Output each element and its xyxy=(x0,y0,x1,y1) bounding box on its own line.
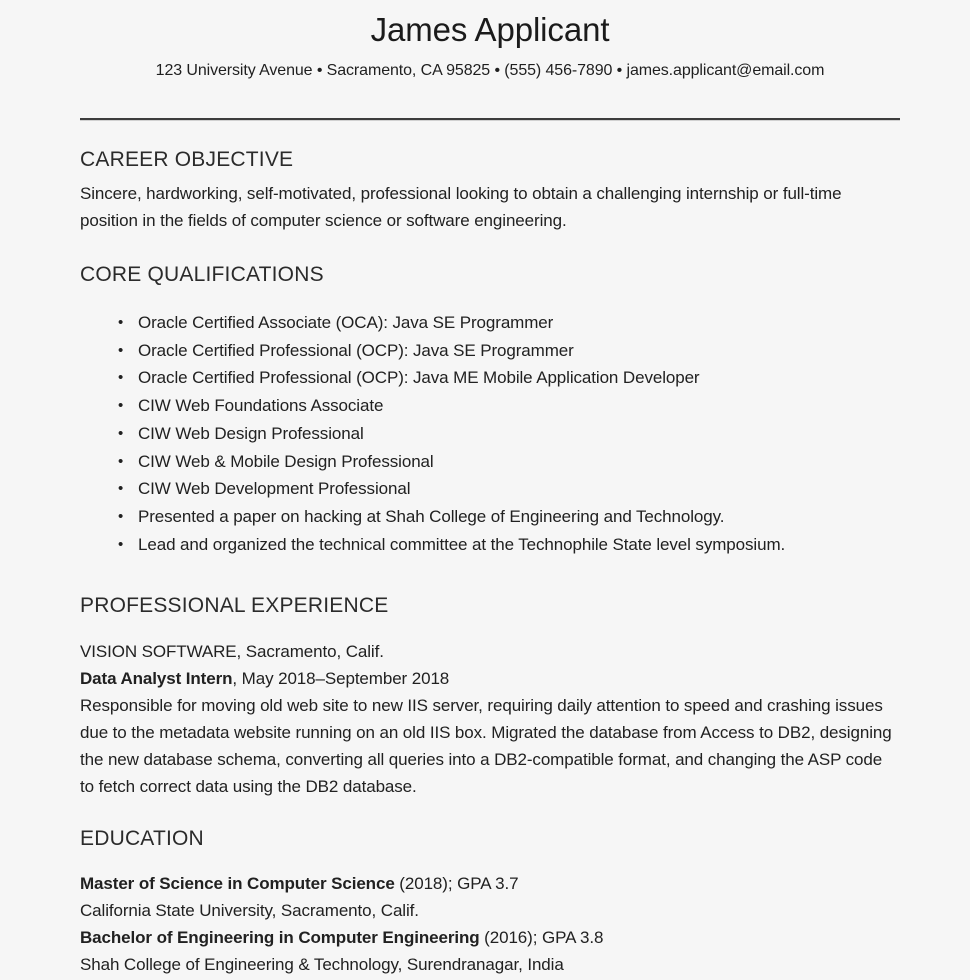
section-education xyxy=(80,827,900,978)
degree-detail: (2016); GPA 3.8 xyxy=(479,928,604,948)
resume-document xyxy=(0,10,970,978)
qualification-text: Oracle Certified Professional (OCP): Java SE Programmer xyxy=(138,340,574,360)
qualification-item xyxy=(118,503,900,531)
qualification-item xyxy=(118,309,900,337)
degree-line xyxy=(80,870,900,897)
professional-experience-heading: PROFESSIONAL EXPERIENCE xyxy=(80,594,389,618)
section-professional-experience xyxy=(80,594,900,800)
qualifications-list xyxy=(80,309,900,558)
qualification-item xyxy=(118,392,900,420)
bullet-icon: • xyxy=(118,480,124,498)
bullet-icon: • xyxy=(118,314,124,331)
degree-detail: (2018); GPA 3.7 xyxy=(394,874,519,894)
qualification-text: Lead and organized the technical committee at the Technophile State level symposium. xyxy=(138,534,786,554)
bullet-icon: • xyxy=(118,452,124,470)
qualification-text: Oracle Certified Professional (OCP): Java ME Mobile Application Developer xyxy=(138,368,700,388)
bullet-icon: • xyxy=(118,507,124,525)
bullet-icon: • xyxy=(118,424,124,442)
degree-line xyxy=(80,924,900,951)
company-line: VISION SOFTWARE, Sacramento, Calif. xyxy=(80,642,384,662)
qualification-text: Presented a paper on hacking at Shah College of Engineering and Technology. xyxy=(138,506,725,526)
career-objective-heading: CAREER OBJECTIVE xyxy=(80,148,294,171)
bullet-icon: • xyxy=(118,369,124,387)
qualification-item xyxy=(118,337,900,365)
bullet-icon: • xyxy=(118,535,124,553)
qualification-text: CIW Web & Mobile Design Professional xyxy=(138,451,434,471)
qualification-item xyxy=(118,475,900,503)
bullet-icon: • xyxy=(118,397,124,415)
degree-name: Bachelor of Engineering in Computer Engineering xyxy=(80,928,480,948)
applicant-name: James Applicant xyxy=(370,11,610,48)
career-objective-text: Sincere, hardworking, self-motivated, professional looking to obtain a challenging internship or full-time position in the fields of computer science or software engineering. xyxy=(80,184,842,230)
section-career-objective xyxy=(80,148,900,234)
job-dates: , May 2018–September 2018 xyxy=(232,669,450,689)
job-title-line xyxy=(80,665,900,692)
school-line: Shah College of Engineering & Technology, Surendranagar, India xyxy=(80,955,564,975)
qualification-text: CIW Web Development Professional xyxy=(138,479,411,499)
qualification-text: CIW Web Design Professional xyxy=(138,423,364,443)
school-line: California State University, Sacramento, Calif. xyxy=(80,901,419,921)
header-divider xyxy=(80,118,900,120)
qualification-item xyxy=(118,420,900,448)
qualification-item xyxy=(118,364,900,392)
resume-header xyxy=(80,10,900,81)
bullet-icon: • xyxy=(118,341,124,359)
core-qualifications-heading: CORE QUALIFICATIONS xyxy=(80,263,324,286)
job-title: Data Analyst Intern xyxy=(80,669,233,689)
contact-line: 123 University Avenue • Sacramento, CA 95825 • (555) 456-7890 • james.applicant@email.com xyxy=(155,62,825,79)
education-entries xyxy=(80,870,900,978)
job-description: Responsible for moving old web site to new IIS server, requiring daily attention to speed and crashing issues due to the metadata website running on an old IIS box. Migrated the database from Access to DB2, designing the new database schema, converting all queries into a DB2-compatible format, and changing the ASP code to fetch correct data using the DB2 database. xyxy=(80,696,892,797)
qualification-text: Oracle Certified Associate (OCA): Java SE Programmer xyxy=(138,313,554,332)
section-core-qualifications xyxy=(80,263,900,558)
education-heading: EDUCATION xyxy=(80,827,204,851)
qualification-item xyxy=(118,531,900,559)
qualification-text: CIW Web Foundations Associate xyxy=(138,396,384,416)
degree-name: Master of Science in Computer Science xyxy=(80,874,395,894)
qualification-item xyxy=(118,448,900,476)
